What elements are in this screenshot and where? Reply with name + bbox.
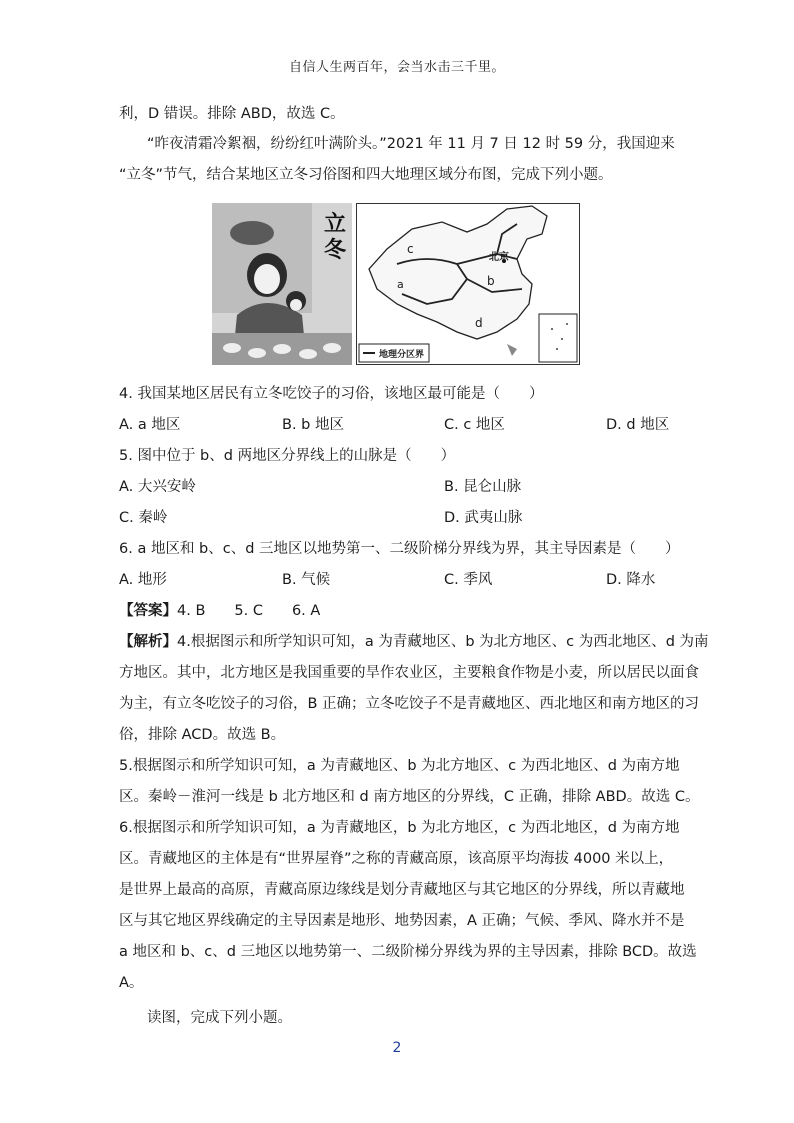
- analysis-line: 5.根据图示和所学知识可知，a 为青藏地区、b 为北方地区、c 为西北地区、d 为南方地: [119, 758, 680, 774]
- analysis-line: 区。青藏地区的主体是有“世界屋脊”之称的青藏高原，该高原平均海拔 4000 米以上，: [119, 851, 674, 867]
- page-number: 2: [392, 1040, 402, 1056]
- text-line: 利，D 错误。排除 ABD，故选 C。: [119, 106, 345, 122]
- q5-option-c: C. 秦岭: [119, 510, 168, 526]
- analysis-line: 区与其它地区界线确定的主导因素是地形、地势因素，A 正确；气候、季风、降水并不是: [119, 913, 685, 929]
- q4-option-a: A. a 地区: [119, 417, 181, 433]
- analysis-line: a 地区和 b、c、d 三地区以地势第一、二级阶梯分界线为界的主导因素，排除 BCD。故选: [119, 944, 697, 960]
- q4-option-c: C. c 地区: [444, 417, 505, 433]
- map-legend: 地理分区界: [379, 350, 425, 360]
- question-figure: [212, 203, 580, 365]
- analysis-line: 是世界上最高的高原，青藏高原边缘线是划分青藏地区与其它地区的分界线，所以青藏地: [119, 882, 685, 898]
- q4-option-b: B. b 地区: [282, 417, 344, 433]
- map-label-a: a: [397, 278, 404, 291]
- analysis-line: [119, 632, 709, 652]
- q5-option-d: D. 武夷山脉: [444, 510, 523, 526]
- analysis-line: A。: [119, 975, 144, 991]
- analysis-line: 为主，有立冬吃饺子的习俗，B 正确；立冬吃饺子不是青藏地区、西北地区和南方地区的习: [119, 696, 700, 712]
- answer-text: 4. B 5. C 6. A: [177, 603, 321, 619]
- q5-option-b: B. 昆仑山脉: [444, 479, 522, 495]
- analysis-line: 俗，排除 ACD。故选 B。: [119, 727, 286, 743]
- map-label-d: d: [475, 316, 483, 330]
- map-label-beijing: 北京: [489, 252, 509, 263]
- answer-tag: 【答案】: [119, 603, 177, 619]
- q5-option-a: A. 大兴安岭: [119, 479, 196, 495]
- analysis-line: 6.根据图示和所学知识可知，a 为青藏地区，b 为北方地区，c 为西北地区，d 为南方地: [119, 820, 680, 836]
- page-header-motto: 自信人生两百年，会当水击三千里。: [288, 60, 505, 75]
- china-regions-map: [356, 203, 580, 365]
- analysis-line: 区。秦岭－淮河一线是 b 北方地区和 d 南方地区的分界线，C 正确，排除 ABD。故选 C。: [119, 789, 700, 805]
- question-6-stem: 6. a 地区和 b、c、d 三地区以地势第一、二级阶梯分界线为界，其主导因素是（ ）: [119, 541, 680, 557]
- analysis-tag: 【解析】: [119, 634, 177, 650]
- q6-option-b: B. 气候: [282, 572, 331, 588]
- question-4-stem: 4. 我国某地区居民有立冬吃饺子的习俗，该地区最可能是（ ）: [119, 386, 544, 402]
- question-5-stem: 5. 图中位于 b、d 两地区分界线上的山脉是（ ）: [119, 448, 456, 464]
- answer-line: [119, 601, 320, 621]
- map-label-c: c: [407, 242, 414, 256]
- analysis-line: 方地区。其中，北方地区是我国重要的旱作农业区，主要粮食作物是小麦，所以居民以面食: [119, 665, 699, 681]
- q6-option-a: A. 地形: [119, 572, 167, 588]
- next-question-intro: 读图，完成下列小题。: [147, 1010, 292, 1026]
- china-outline: [369, 206, 547, 339]
- q6-option-c: C. 季风: [444, 572, 493, 588]
- photo-title-text: 立冬: [324, 211, 347, 263]
- q4-option-d: D. d 地区: [606, 417, 670, 433]
- text-line: “昨夜清霜冷絮裀，纷纷红叶满阶头。”2021 年 11 月 7 日 12 时 59 分，我国迎来: [147, 136, 675, 152]
- lidong-custom-photo: [212, 203, 352, 365]
- q6-option-d: D. 降水: [606, 572, 656, 588]
- map-label-b: b: [487, 274, 495, 288]
- text-line: “立冬”节气，结合某地区立冬习俗图和四大地理区域分布图，完成下列小题。: [119, 167, 613, 183]
- analysis-text: 4.根据图示和所学知识可知，a 为青藏地区、b 为北方地区、c 为西北地区、d 为南: [177, 634, 709, 650]
